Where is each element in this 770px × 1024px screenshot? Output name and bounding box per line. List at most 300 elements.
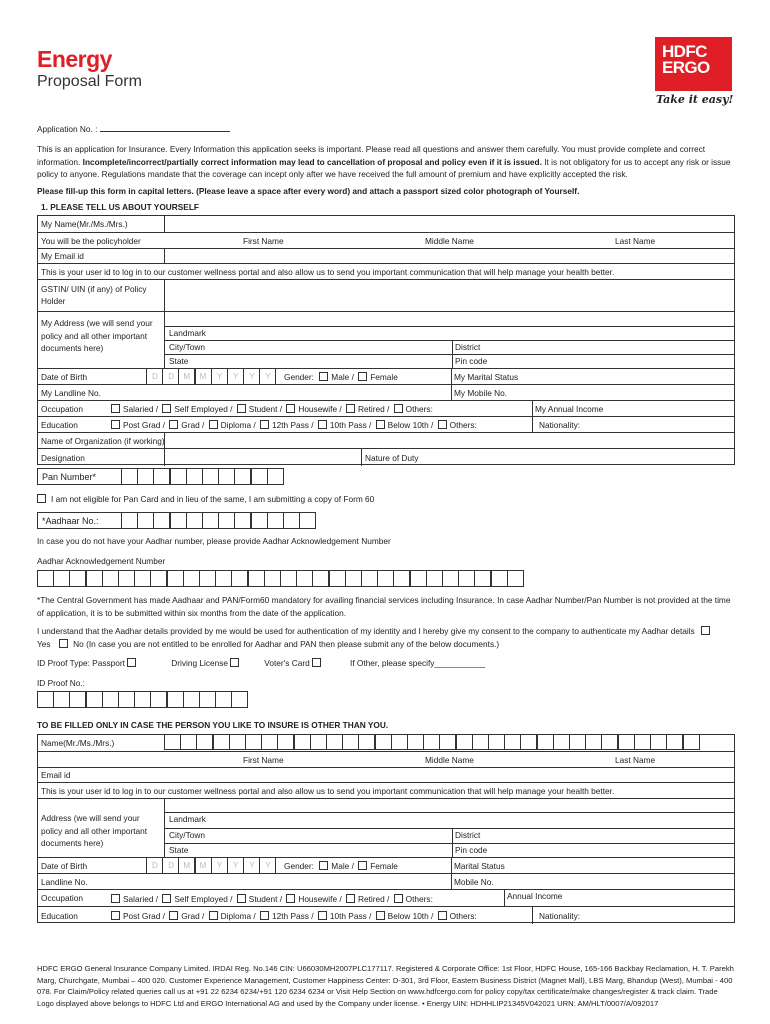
ack-box[interactable] [345,570,362,587]
ack-box[interactable] [86,570,103,587]
name-box[interactable] [310,734,327,750]
ack-box[interactable] [118,570,135,587]
name-box[interactable] [164,734,181,750]
dob-box[interactable]: Y [243,368,260,385]
nationality-label-2: Nationality: [539,911,581,921]
pan-label-box: Pan Number* [37,468,122,485]
dob-boxes[interactable] [146,368,276,385]
ack-box[interactable] [410,570,427,587]
occ-option: Student / [248,894,283,904]
ack-box[interactable] [69,570,86,587]
edu-option: 10th Pass / [329,420,372,430]
ack-box[interactable] [296,570,313,587]
income-cell-2 [504,890,734,906]
id-proof-box[interactable] [86,691,103,708]
pincode-label: Pin code [455,356,488,366]
name-field[interactable] [164,216,734,232]
occ-housewife-checkbox-2[interactable] [286,894,295,903]
email-field[interactable] [164,249,734,263]
aadhaar-box[interactable] [283,512,300,529]
name-box[interactable] [196,734,213,750]
id-proof-box[interactable] [150,691,167,708]
id-proof-box[interactable] [167,691,184,708]
policyholder-row [38,232,734,248]
pan-box[interactable] [267,468,284,485]
occ-self-employed-checkbox-2[interactable] [162,894,171,903]
marital-cell-2 [451,858,734,873]
tagline: Take it easy! [656,93,734,106]
state-label-2: State [169,845,189,855]
logo-line2: ERGO [662,58,710,77]
form60-label: I am not eligible for Pan Card and in lieu of the same, I am submitting a copy of Form 60 [51,494,375,504]
name-boxes-2[interactable] [164,734,699,750]
pan-box[interactable] [251,468,268,485]
pan-box[interactable] [137,468,154,485]
dob-box[interactable]: D [146,857,163,874]
voters-card-checkbox[interactable] [312,658,321,667]
driving-license-checkbox[interactable] [230,658,239,667]
pan-box[interactable] [170,468,187,485]
gender-label-2: Gender: [284,861,314,871]
ack-box[interactable] [426,570,443,587]
occupation-row [38,400,734,416]
edu-option: Below 10th / [387,911,434,921]
name-box[interactable] [213,734,230,750]
address-label: My Address (we will send your policy and all other important documents here) [41,318,153,353]
gstin-label: GSTIN/ UIN (if any) of Policy Holder [41,284,147,306]
marital-label-2: Marital Status [454,861,505,871]
aadhaar-box[interactable] [234,512,251,529]
occ-salaried-checkbox-2[interactable] [111,894,120,903]
hdfc-ergo-logo [655,37,732,91]
occ-option: Self Employed / [174,894,233,904]
occ-salaried-checkbox[interactable] [111,404,120,413]
occ-option: Retired / [358,404,390,414]
marital-label: My Marital Status [454,372,519,382]
pan-box[interactable] [234,468,251,485]
mobile-label: My Mobile No. [454,388,508,398]
id-type-label: ID Proof Type: Passport [37,658,125,668]
occ-retired-checkbox-2[interactable] [346,894,355,903]
dob-box[interactable]: Y [227,857,244,874]
email-row [38,248,734,263]
ack-box[interactable] [167,570,184,587]
yes-checkbox[interactable] [59,639,68,648]
first-name-label-2: First Name [243,755,284,765]
intro-text-bold: Incomplete/incorrect/partially correct information may lead to cancellation of proposal and policy even if it is issued. [82,156,542,167]
dob-box[interactable]: M [195,368,212,385]
id-proof-box[interactable] [231,691,248,708]
aadhaar-box[interactable] [218,512,235,529]
name-box[interactable] [180,734,197,750]
id-proof-box[interactable] [134,691,151,708]
education-options-2 [111,911,477,921]
marital-cell [451,369,734,384]
occ-option: Others: [405,404,433,414]
edu-option: Grad / [181,420,205,430]
occ-others-checkbox[interactable] [394,404,403,413]
name-box[interactable] [261,734,278,750]
pincode-label-2: Pin code [455,845,488,855]
footer-legal-text: HDFC ERGO General Insurance Company Limited. IRDAI Reg. No.146 CIN: U66030MH2007PLC177117. Registered & Corporate Office: 1st Floor, HDFC House, 165-166 Backbay Reclamation, H. T. Parekh Marg, Churchgate, Mumbai – 400 020. Customer Experience Management, Customer Happiness Center: D-301, 3rd Floor, Eastern Business District (Magnet Mall), LBS Marg, Bhandup (West), Mumbai - 400 078. For Claim/Policy related queries call us at +91 22 6234 6234/+91 120 6234 6234 or Visit Help Section on www.hdfcergo.com for policy copy/tax certificate/make changes/register & track claim. Trade Logo displayed above belongs to HDFC Ltd and ERGO International AG and used by the Company under license. • Energy UIN: HDHHLIP21345V042021 URN: AM/HLT/0007/A/092017 [37,964,734,1008]
aadhaar-boxes[interactable] [121,512,315,529]
edu-option: Below 10th / [387,420,434,430]
section1-table [37,215,735,465]
name-box[interactable] [326,734,343,750]
aadhaar-box[interactable] [267,512,284,529]
ack-box[interactable] [199,570,216,587]
ack-box[interactable] [102,570,119,587]
female-label-2: Female [370,861,398,871]
edu-option: 12th Pass / [272,420,314,430]
name-box[interactable] [650,734,667,750]
landmark-label: Landmark [169,328,206,338]
nationality-label: Nationality: [539,420,581,430]
name-box[interactable] [229,734,246,750]
name-box[interactable] [618,734,635,750]
aadhaar-box[interactable] [121,512,138,529]
ack-box[interactable] [183,570,200,587]
name-row [38,216,734,232]
aadhaar-consent-row [37,626,713,636]
occ-option: Salaried / [123,404,159,414]
mobile-label-2: Mobile No. [454,877,494,887]
dob-row-2 [38,857,734,873]
dob-box[interactable]: M [178,368,195,385]
form60-checkbox[interactable] [37,494,46,503]
capital-letters-note: Please fill-up this form in capital letters. (Please leave a space after every word) and attach a passport sized color photograph of Yourself. [37,186,580,196]
name-box[interactable] [456,734,473,750]
address-field-2[interactable] [164,799,734,857]
consent-checkbox[interactable] [701,626,710,635]
name-box[interactable] [520,734,537,750]
id-proof-box[interactable] [199,691,216,708]
occ-option: Housewife / [298,894,342,904]
passport-checkbox[interactable] [127,658,136,667]
mobile-cell-2 [451,874,734,889]
aadhaar-box[interactable] [153,512,170,529]
ack-box[interactable] [312,570,329,587]
org-row [38,432,734,448]
section2-table [37,734,735,923]
no-aadhar-note: In case you do not have your Aadhar number, please provide Aadhar Acknowledgement Number [37,536,391,546]
annual-income-label-2: Annual Income [507,891,563,901]
name-box[interactable] [358,734,375,750]
id-proof-box[interactable] [102,691,119,708]
landline-label-2: Landline No. [41,877,88,887]
aadhaar-box[interactable] [202,512,219,529]
education-row-2 [38,906,734,924]
name-box[interactable] [666,734,683,750]
landline-row-2 [38,873,734,889]
aadhaar-mandatory-note: *The Central Government has made Aadhaar and PAN/Form60 mandatory for availing financial services including Insurance. In case Aadhar Number/Pan Number is not provided at the time of application, it is to be submitted within six months from the date of the application. [37,595,731,618]
gender-male-checkbox-2[interactable] [319,861,328,870]
edu-diploma-checkbox-2[interactable] [209,911,218,920]
name-box[interactable] [407,734,424,750]
form60-row [37,494,374,504]
name-box[interactable] [569,734,586,750]
occ-housewife-checkbox[interactable] [286,404,295,413]
edu-option: 12th Pass / [272,911,314,921]
edu-10th-checkbox[interactable] [318,420,327,429]
edu-option: 10th Pass / [329,911,372,921]
edu-below10-checkbox-2[interactable] [376,911,385,920]
edu-option: Post Grad / [123,911,165,921]
name-box[interactable] [504,734,521,750]
name-box[interactable] [439,734,456,750]
gender-female-checkbox[interactable] [358,372,367,381]
application-no-label: Application No. : [37,124,98,134]
income-cell [532,401,734,416]
id-proof-box[interactable] [37,691,54,708]
occupation-options [111,404,433,414]
dob-box[interactable]: D [162,857,179,874]
occ-others-checkbox-2[interactable] [394,894,403,903]
ack-box[interactable] [37,570,54,587]
name-box[interactable] [375,734,392,750]
ack-box[interactable] [134,570,151,587]
aadhaar-box[interactable] [299,512,316,529]
nationality-cell-2 [532,907,734,924]
occ-retired-checkbox[interactable] [346,404,355,413]
district-label: District [455,342,481,352]
designation-label: Designation [41,453,85,463]
name-parts-row-2 [38,751,734,767]
name-box[interactable] [488,734,505,750]
occ-student-checkbox[interactable] [237,404,246,413]
gender-male-checkbox[interactable] [319,372,328,381]
ack-box[interactable] [215,570,232,587]
id-proof-type-row [37,658,485,668]
name-box[interactable] [245,734,262,750]
dob-row [38,368,734,384]
voters-card-label: Voter's Card [264,658,310,668]
ack-box[interactable] [442,570,459,587]
edu-postgrad-checkbox-2[interactable] [111,911,120,920]
pan-box[interactable] [202,468,219,485]
application-no-row [37,124,230,134]
driving-license-label: Driving License [171,658,228,668]
gstin-field[interactable] [164,280,734,311]
city-label-2: City/Town [169,830,205,840]
intro-paragraph [37,143,734,181]
ack-boxes[interactable] [37,570,523,587]
section1-heading: 1. PLEASE TELL US ABOUT YOURSELF [41,202,199,212]
section2-heading: TO BE FILLED ONLY IN CASE THE PERSON YOU LIKE TO INSURE IS OTHER THAN YOU. [37,720,389,730]
address-row [38,311,734,368]
logo-line1: HDFC [662,42,707,61]
ack-box[interactable] [248,570,265,587]
dob-box[interactable]: M [195,857,212,874]
name-box[interactable] [683,734,700,750]
form-subtitle: Proposal Form [37,73,142,90]
id-proof-box[interactable] [69,691,86,708]
email-note-row [38,263,734,279]
dob-label: Date of Birth [41,372,88,382]
annual-income-label: My Annual Income [535,404,604,414]
consent-text: I understand that the Aadhar details provided by me would be used for authentication of my identity and I hereby give my consent to the company to authenticate my Aadhar details [37,626,695,636]
ack-label: Aadhar Acknowledgement Number [37,556,166,566]
consent-yes-no-row [37,639,499,649]
edu-option: Post Grad / [123,420,165,430]
pan-box[interactable] [153,468,170,485]
email-row-2 [38,767,734,782]
name-box[interactable] [601,734,618,750]
edu-option: Diploma / [220,420,256,430]
occ-student-checkbox-2[interactable] [237,894,246,903]
female-label: Female [370,372,398,382]
nationality-cell [532,417,734,432]
edu-below10-checkbox[interactable] [376,420,385,429]
id-proof-box[interactable] [215,691,232,708]
ack-box[interactable] [53,570,70,587]
dob-box[interactable]: Y [211,857,228,874]
edu-others-checkbox[interactable] [438,420,447,429]
pan-box[interactable] [186,468,203,485]
name-label: My Name(Mr./Ms./Mrs.) [41,219,128,229]
id-proof-no-label: ID Proof No.: [37,678,85,688]
email-note: This is your user id to log in to our customer wellness portal and also allow us to send you important communication that will help manage your health better. [41,267,615,277]
form-title: Energy [37,46,112,72]
education-row [38,416,734,432]
name-box[interactable] [537,734,554,750]
intro-text-a: This is an application for Insurance. Every Information this application seeks is important. Please read all questions and answer them carefully. You must provide complete and correct information. [37,144,706,167]
occ-option: Self Employed / [174,404,233,414]
dob-box[interactable]: Y [211,368,228,385]
ack-box[interactable] [231,570,248,587]
ack-box[interactable] [280,570,297,587]
aadhaar-box[interactable] [251,512,268,529]
aadhaar-box[interactable] [186,512,203,529]
aadhaar-label-box: *Aadhaar No.: [37,512,122,529]
dob-box[interactable]: D [162,368,179,385]
edu-postgrad-checkbox[interactable] [111,420,120,429]
id-proof-box[interactable] [118,691,135,708]
edu-option: Diploma / [220,911,256,921]
edu-12th-checkbox[interactable] [260,420,269,429]
ack-box[interactable] [507,570,524,587]
gender-group-2 [284,861,398,871]
dob-box[interactable]: M [178,857,195,874]
pan-box[interactable] [218,468,235,485]
address-row-2 [38,798,734,857]
email-note-2: This is your user id to log in to our customer wellness portal and also allow us to send you important communication that will help manage your health better. [41,786,615,796]
org-label: Name of Organization (if working) [41,436,165,446]
no-label: No (In case you are not entitled to be enrolled for Aadhar and PAN then please submit any of the below documents.) [73,639,500,649]
ack-box[interactable] [377,570,394,587]
dob-boxes-2[interactable] [146,857,276,874]
ack-box[interactable] [264,570,281,587]
edu-option: Others: [449,420,477,430]
gender-label: Gender: [284,372,314,382]
last-name-label: Last Name [615,236,656,246]
aadhaar-box[interactable] [137,512,154,529]
yes-label: Yes [37,639,51,649]
edu-others-checkbox-2[interactable] [438,911,447,920]
dob-label-2: Date of Birth [41,861,88,871]
other-id-label[interactable]: If Other, please specify___________ [350,658,486,668]
dob-box[interactable]: Y [259,368,276,385]
email-label-2: Email id [41,770,71,780]
ack-box[interactable] [329,570,346,587]
dob-box[interactable]: Y [259,857,276,874]
org-field[interactable] [164,433,734,448]
nature-cell [361,449,734,466]
ack-box[interactable] [393,570,410,587]
state-label: State [169,356,189,366]
name-box[interactable] [585,734,602,750]
pan-boxes[interactable] [121,468,283,485]
last-name-label-2: Last Name [615,755,656,765]
occupation-label-2: Occupation [41,893,83,903]
address-field[interactable] [164,312,734,368]
id-proof-box[interactable] [53,691,70,708]
edu-12th-checkbox-2[interactable] [260,911,269,920]
occ-option: Salaried / [123,894,159,904]
name-box[interactable] [472,734,489,750]
dob-box[interactable]: D [146,368,163,385]
ack-box[interactable] [474,570,491,587]
dob-box[interactable]: Y [227,368,244,385]
application-no-field[interactable] [100,124,230,132]
edu-grad-checkbox[interactable] [169,420,178,429]
name-box[interactable] [634,734,651,750]
id-proof-box[interactable] [183,691,200,708]
name-box[interactable] [423,734,440,750]
mobile-cell [451,385,734,400]
name-box[interactable] [277,734,294,750]
edu-option: Others: [449,911,477,921]
name-row-2 [38,735,734,751]
landline-label: My Landline No. [41,388,101,398]
ack-box[interactable] [361,570,378,587]
male-label: Male / [331,372,354,382]
gstin-row [38,279,734,311]
occ-option: Student / [248,404,283,414]
ack-box[interactable] [458,570,475,587]
email-label: My Email id [41,251,84,261]
pan-box[interactable] [121,468,138,485]
middle-name-label: Middle Name [425,236,474,246]
aadhaar-box[interactable] [170,512,187,529]
occ-option: Others: [405,894,433,904]
occ-self-employed-checkbox[interactable] [162,404,171,413]
id-proof-boxes[interactable] [37,691,248,708]
edu-grad-checkbox-2[interactable] [169,911,178,920]
name-box[interactable] [294,734,311,750]
male-label-2: Male / [331,861,354,871]
landline-row [38,384,734,400]
occ-option: Retired / [358,894,390,904]
education-label: Education [41,420,78,430]
gender-group [284,372,398,382]
name-box[interactable] [553,734,570,750]
nature-label: Nature of Duty [365,453,419,463]
edu-diploma-checkbox[interactable] [209,420,218,429]
occupation-label: Occupation [41,404,83,414]
occupation-options-2 [111,894,433,904]
ack-box[interactable] [491,570,508,587]
edu-10th-checkbox-2[interactable] [318,911,327,920]
name-box[interactable] [391,734,408,750]
landmark-label-2: Landmark [169,814,206,824]
ack-box[interactable] [150,570,167,587]
designation-row [38,448,734,466]
intro-text-b: It is not obligatory for us to accept any risk or issue policy to anyone. Regulations mandate that the coverage can incept only after we have received the full amount of premium and have explicitly accepted the risk. [37,156,731,179]
dob-box[interactable]: Y [243,857,260,874]
gender-female-checkbox-2[interactable] [358,861,367,870]
name-box[interactable] [342,734,359,750]
